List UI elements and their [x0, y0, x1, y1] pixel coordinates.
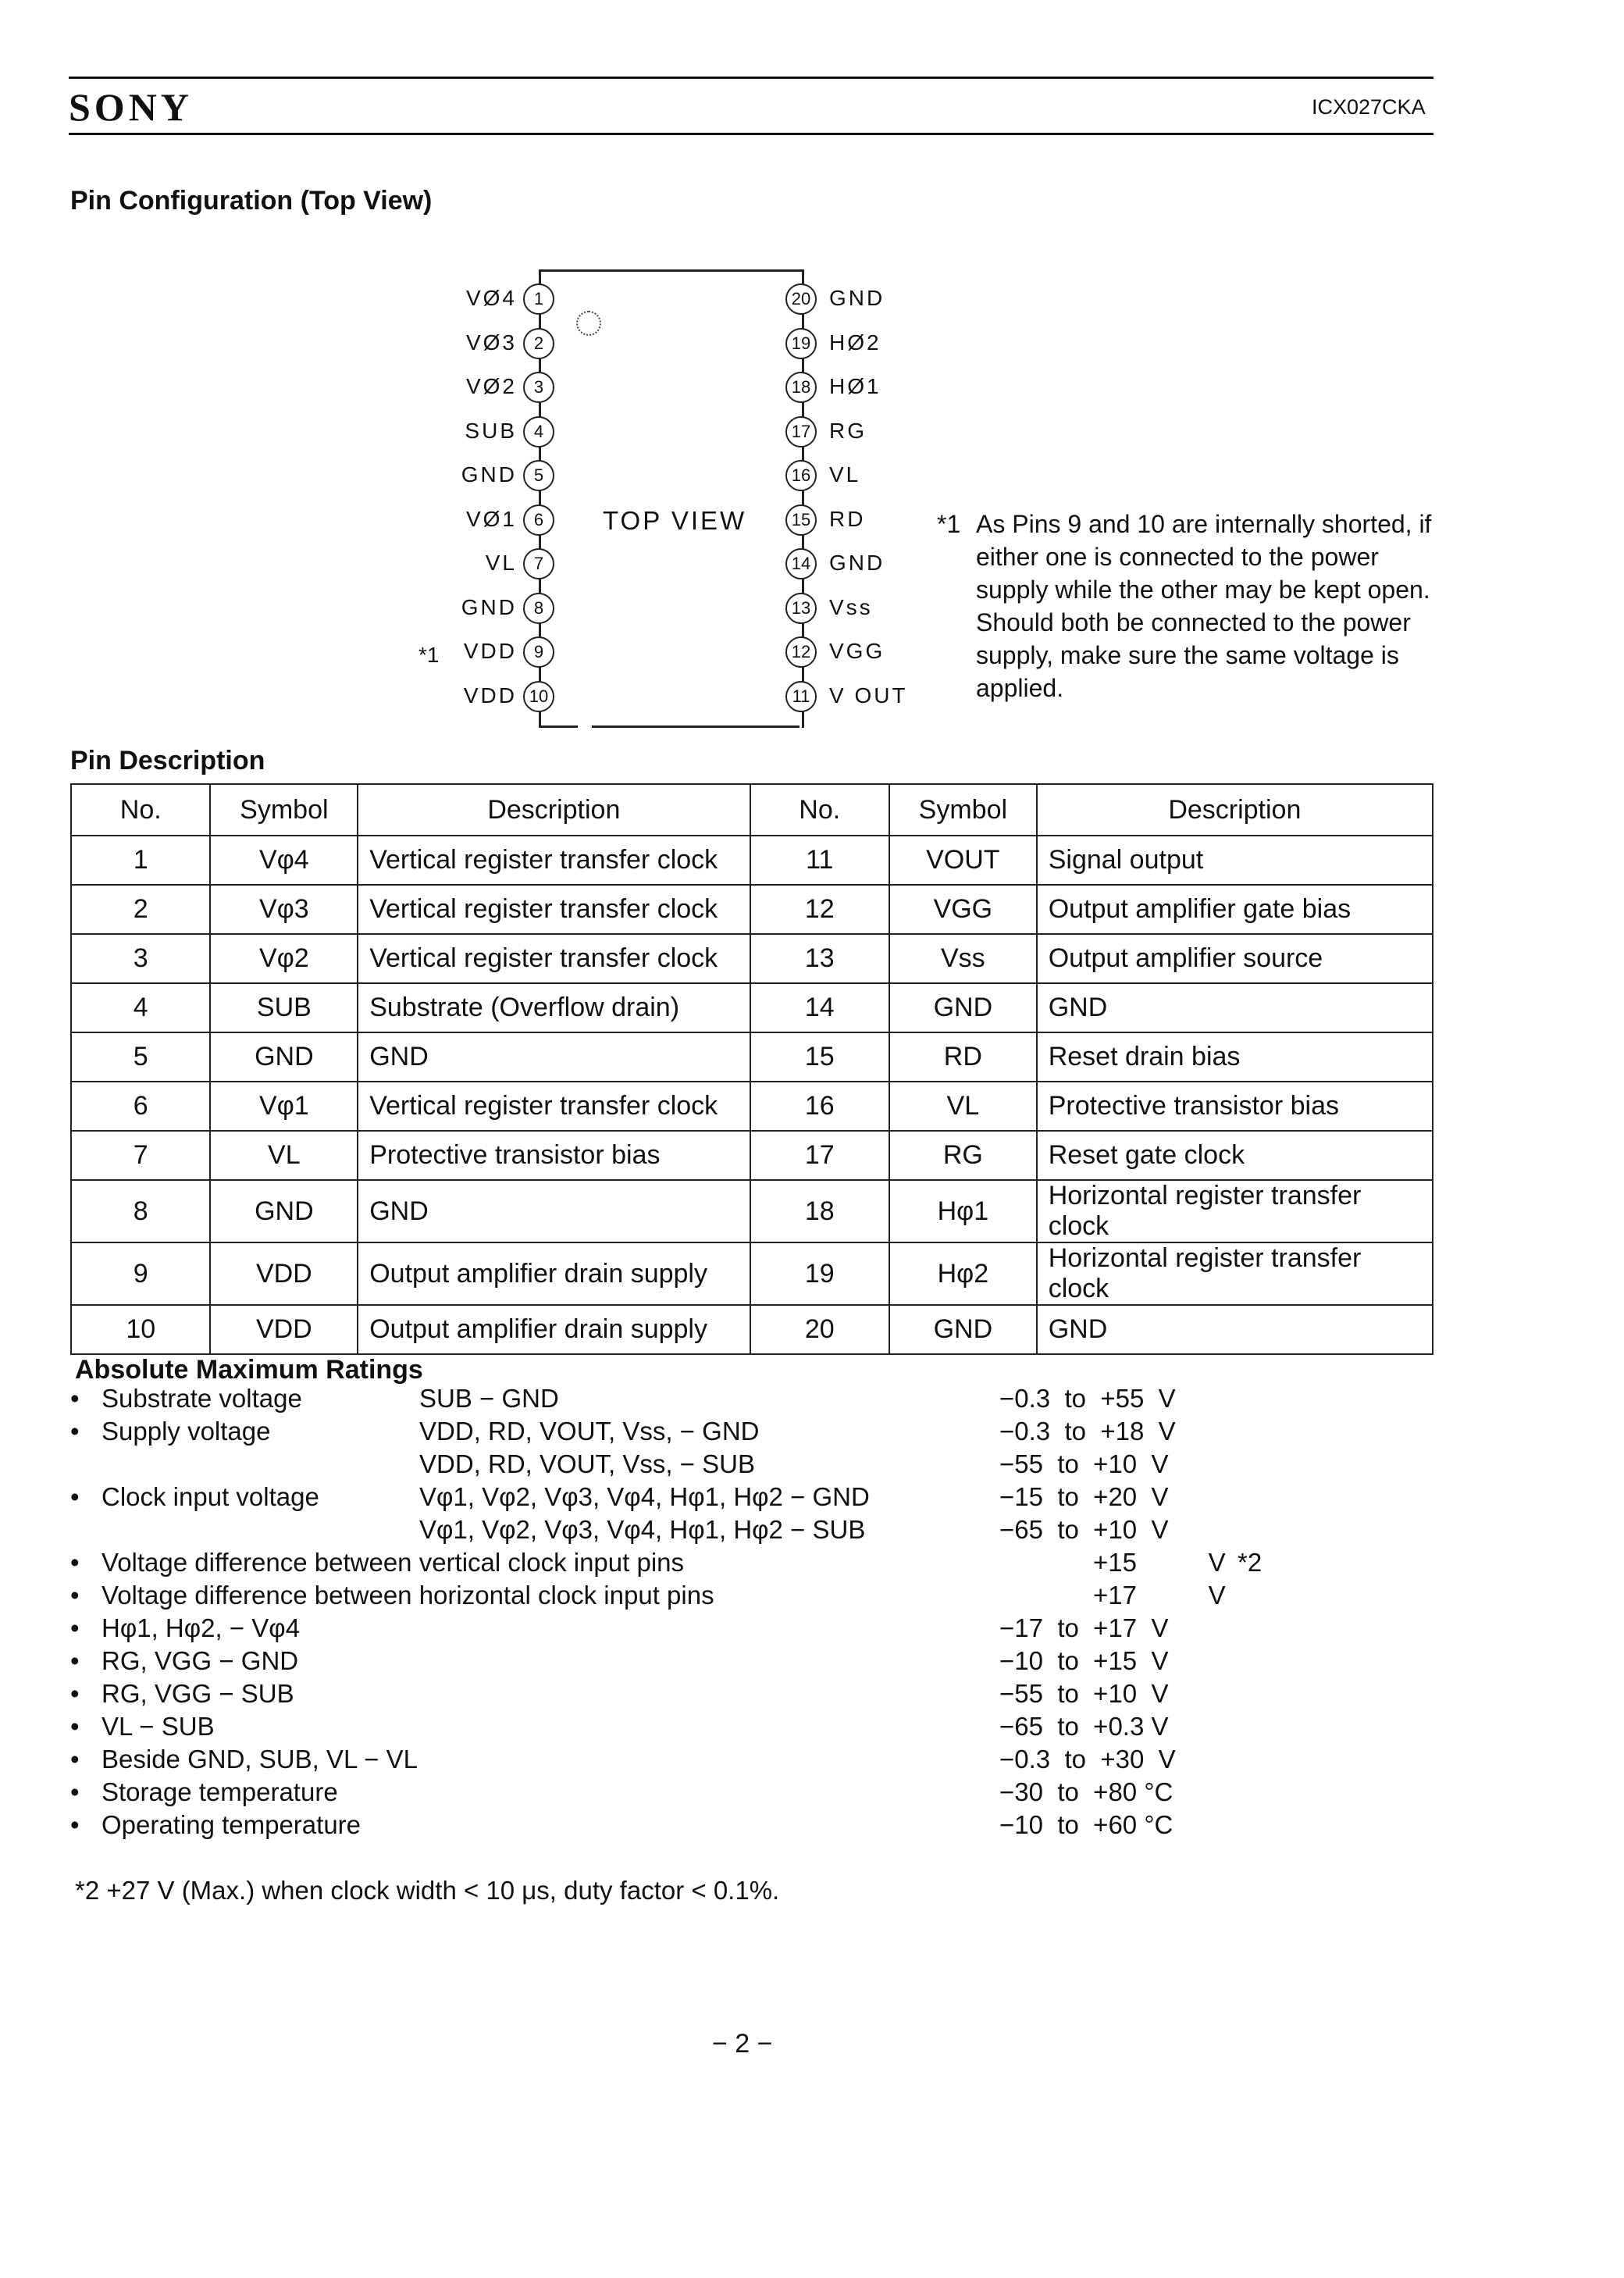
pin-number: 20 [785, 283, 817, 315]
table-cell: 15 [750, 1032, 889, 1082]
table-cell: Vss [889, 934, 1037, 983]
table-cell: RD [889, 1032, 1037, 1082]
pin-label: VL [485, 551, 517, 575]
table-cell: Output amplifier source [1037, 934, 1433, 983]
table-cell: VDD [210, 1242, 358, 1305]
header-rule-bottom [69, 133, 1433, 135]
pin-number: 12 [785, 636, 817, 668]
table-cell: Vertical register transfer clock [358, 1082, 750, 1131]
pin-label: VØ1 [465, 506, 517, 531]
rating-value: −55 to +10 V [999, 1449, 1169, 1478]
table-cell: 14 [750, 983, 889, 1032]
rating-value: −0.3 to +30 V [999, 1745, 1176, 1774]
pin-label: VL [829, 462, 861, 487]
pin-number: 7 [523, 548, 554, 579]
rating-value: +15 V [1093, 1548, 1226, 1577]
pin-number: 18 [785, 372, 817, 403]
rating-item: Beside GND, SUB, VL − VL [102, 1745, 418, 1774]
rating-item: Storage temperature [102, 1777, 338, 1806]
pin1-marker-icon [576, 311, 601, 336]
table-row [71, 934, 1433, 983]
rating-value: −10 to +60 °C [999, 1810, 1173, 1839]
table-header-cell: Description [358, 784, 750, 836]
rating-value: −65 to +0.3 V [999, 1712, 1169, 1741]
table-cell: 5 [71, 1032, 210, 1082]
pin-label: SUB [465, 418, 517, 443]
rating-value: −30 to +80 °C [999, 1777, 1173, 1806]
table-cell: Hφ1 [889, 1180, 1037, 1242]
chip-bottom-edge [592, 725, 800, 728]
table-cell: Horizontal register transfer clock [1037, 1180, 1433, 1242]
table-cell: Vφ4 [210, 836, 358, 885]
table-cell: GND [889, 1305, 1037, 1354]
table-cell: GND [1037, 983, 1433, 1032]
rating-bullet: • [70, 1548, 80, 1577]
table-cell: VDD [210, 1305, 358, 1354]
table-row [71, 1180, 1433, 1242]
table-cell: 16 [750, 1082, 889, 1131]
table-row [71, 1131, 1433, 1180]
page-number: − 2 − [712, 2029, 773, 2059]
table-cell: Substrate (Overflow drain) [358, 983, 750, 1032]
table-cell: VL [210, 1131, 358, 1180]
pin-number: 6 [523, 504, 554, 536]
pin-label: VDD [463, 639, 517, 663]
table-cell: 10 [71, 1305, 210, 1354]
table-cell: 4 [71, 983, 210, 1032]
pin-number: 16 [785, 460, 817, 491]
rating-bullet: • [70, 1417, 80, 1446]
pin-description-table [70, 783, 1433, 1355]
table-header-row [71, 784, 1433, 836]
table-cell: Output amplifier drain supply [358, 1242, 750, 1305]
pin-config-title: Pin Configuration (Top View) [70, 186, 433, 216]
pin-label: VGG [829, 639, 885, 663]
pin-number: 4 [523, 416, 554, 447]
table-header-cell: Symbol [889, 784, 1037, 836]
rating-condition: SUB − GND [419, 1384, 559, 1413]
table-cell: GND [358, 1180, 750, 1242]
table-cell: 12 [750, 885, 889, 934]
table-header-cell: Description [1037, 784, 1433, 836]
ratings-footnote: *2 +27 V (Max.) when clock width < 10 μs, duty factor < 0.1%. [75, 1876, 780, 1905]
pin-label: HØ1 [829, 374, 881, 398]
table-row [71, 983, 1433, 1032]
table-cell: 2 [71, 885, 210, 934]
table-cell: Vφ3 [210, 885, 358, 934]
pin-number: 1 [523, 283, 554, 315]
rating-item: Operating temperature [102, 1810, 361, 1839]
table-cell: 11 [750, 836, 889, 885]
table-cell: Reset drain bias [1037, 1032, 1433, 1082]
rating-bullet: • [70, 1712, 80, 1741]
table-row [71, 885, 1433, 934]
table-cell: Vφ2 [210, 934, 358, 983]
table-row [71, 836, 1433, 885]
rating-bullet: • [70, 1777, 80, 1806]
pin-label: RD [829, 506, 866, 531]
table-cell: Protective transistor bias [1037, 1082, 1433, 1131]
table-header-cell: No. [750, 784, 889, 836]
pin-number: 11 [785, 681, 817, 712]
table-cell: Vertical register transfer clock [358, 836, 750, 885]
chip-outline [539, 269, 804, 728]
table-cell: GND [889, 983, 1037, 1032]
rating-value: −0.3 to +55 V [999, 1384, 1176, 1413]
table-cell: 13 [750, 934, 889, 983]
table-cell: 6 [71, 1082, 210, 1131]
table-cell: SUB [210, 983, 358, 1032]
table-cell: 1 [71, 836, 210, 885]
rating-condition: VDD, RD, VOUT, Vss, − SUB [419, 1449, 755, 1478]
table-cell: 7 [71, 1131, 210, 1180]
pin-number: 5 [523, 460, 554, 491]
pin-label: GND [461, 594, 517, 619]
pin-label: GND [829, 286, 885, 310]
rating-note: *2 [1238, 1548, 1263, 1577]
table-cell: VL [889, 1082, 1037, 1131]
rating-item: RG, VGG − SUB [102, 1679, 294, 1708]
pin-description-title: Pin Description [70, 746, 265, 775]
pin-number: 2 [523, 328, 554, 359]
table-cell: Horizontal register transfer clock [1037, 1242, 1433, 1305]
pin-label: RG [829, 418, 867, 443]
rating-item: Voltage difference between horizontal clock input pins [102, 1581, 714, 1610]
rating-item: Substrate voltage [102, 1384, 302, 1413]
pin-label: VDD [463, 683, 517, 708]
table-row [71, 1082, 1433, 1131]
table-cell: Vφ1 [210, 1082, 358, 1131]
pin-label: VØ3 [465, 330, 517, 355]
rating-condition: Vφ1, Vφ2, Vφ3, Vφ4, Hφ1, Hφ2 − GND [419, 1482, 870, 1511]
rating-bullet: • [70, 1384, 80, 1413]
table-cell: 17 [750, 1131, 889, 1180]
pin-number: 15 [785, 504, 817, 536]
table-cell: Protective transistor bias [358, 1131, 750, 1180]
ratings-title: Absolute Maximum Ratings [75, 1355, 423, 1385]
pin-label: VØ4 [465, 286, 517, 310]
table-cell: VGG [889, 885, 1037, 934]
rating-condition: VDD, RD, VOUT, Vss, − GND [419, 1417, 760, 1446]
part-number: ICX027CKA [1312, 95, 1426, 119]
rating-item: RG, VGG − GND [102, 1646, 299, 1675]
rating-bullet: • [70, 1810, 80, 1839]
table-cell: Signal output [1037, 836, 1433, 885]
pin-label: GND [461, 462, 517, 487]
table-cell: Output amplifier gate bias [1037, 885, 1433, 934]
pin-label: Vss [829, 594, 873, 619]
pin-number: 10 [523, 681, 554, 712]
chip-bottom-edge [539, 725, 578, 728]
rating-item: Voltage difference between vertical clock input pins [102, 1548, 685, 1577]
pin-number: 19 [785, 328, 817, 359]
table-cell: GND [210, 1180, 358, 1242]
brand-logo: SONY [69, 85, 193, 129]
table-cell: RG [889, 1131, 1037, 1180]
pin-number: 9 [523, 636, 554, 668]
pin-label: GND [829, 551, 885, 575]
table-cell: Vertical register transfer clock [358, 885, 750, 934]
table-cell: Reset gate clock [1037, 1131, 1433, 1180]
table-body [71, 836, 1433, 1354]
table-header-cell: Symbol [210, 784, 358, 836]
header-rule-top [69, 77, 1433, 79]
table-cell: 20 [750, 1305, 889, 1354]
rating-value: +17 V [1093, 1581, 1226, 1610]
rating-value: −17 to +17 V [999, 1613, 1169, 1642]
table-cell: VOUT [889, 836, 1037, 885]
rating-bullet: • [70, 1745, 80, 1774]
rating-bullet: • [70, 1482, 80, 1511]
pin9-footnote-marker: *1 [418, 643, 440, 667]
pin-number: 3 [523, 372, 554, 403]
rating-bullet: • [70, 1613, 80, 1642]
table-cell: 3 [71, 934, 210, 983]
table-cell: 8 [71, 1180, 210, 1242]
table-cell: GND [358, 1032, 750, 1082]
top-view-label: TOP VIEW [603, 506, 747, 535]
table-cell: 18 [750, 1180, 889, 1242]
pin-number: 14 [785, 548, 817, 579]
pin-label: HØ2 [829, 330, 881, 355]
rating-item: Clock input voltage [102, 1482, 319, 1511]
rating-item: Hφ1, Hφ2, − Vφ4 [102, 1613, 301, 1642]
note-text: As Pins 9 and 10 are internally shorted, if either one is connected to the power supply while the other may be kept open. Should both be connected to the power supply, make sure the same voltage is applied. [976, 510, 1432, 702]
table-header-cell: No. [71, 784, 210, 836]
rating-item: VL − SUB [102, 1712, 215, 1741]
table-row [71, 1032, 1433, 1082]
rating-value: −65 to +10 V [999, 1515, 1169, 1544]
rating-condition: Vφ1, Vφ2, Vφ3, Vφ4, Hφ1, Hφ2 − SUB [419, 1515, 866, 1544]
rating-bullet: • [70, 1646, 80, 1675]
table-cell: Output amplifier drain supply [358, 1305, 750, 1354]
rating-value: −10 to +15 V [999, 1646, 1169, 1675]
table-row [71, 1305, 1433, 1354]
rating-bullet: • [70, 1679, 80, 1708]
pin-label: V OUT [829, 683, 908, 708]
pin-number: 8 [523, 593, 554, 624]
pin-label: VØ2 [465, 374, 517, 398]
table-cell: 19 [750, 1242, 889, 1305]
table-cell: GND [1037, 1305, 1433, 1354]
table-cell: Vertical register transfer clock [358, 934, 750, 983]
pin-number: 17 [785, 416, 817, 447]
rating-value: −0.3 to +18 V [999, 1417, 1176, 1446]
table-row [71, 1242, 1433, 1305]
table-cell: 9 [71, 1242, 210, 1305]
rating-value: −55 to +10 V [999, 1679, 1169, 1708]
table-cell: Hφ2 [889, 1242, 1037, 1305]
rating-item: Supply voltage [102, 1417, 271, 1446]
table-cell: GND [210, 1032, 358, 1082]
rating-value: −15 to +20 V [999, 1482, 1169, 1511]
note-marker: *1 [937, 510, 961, 538]
pin-number: 13 [785, 593, 817, 624]
rating-bullet: • [70, 1581, 80, 1610]
